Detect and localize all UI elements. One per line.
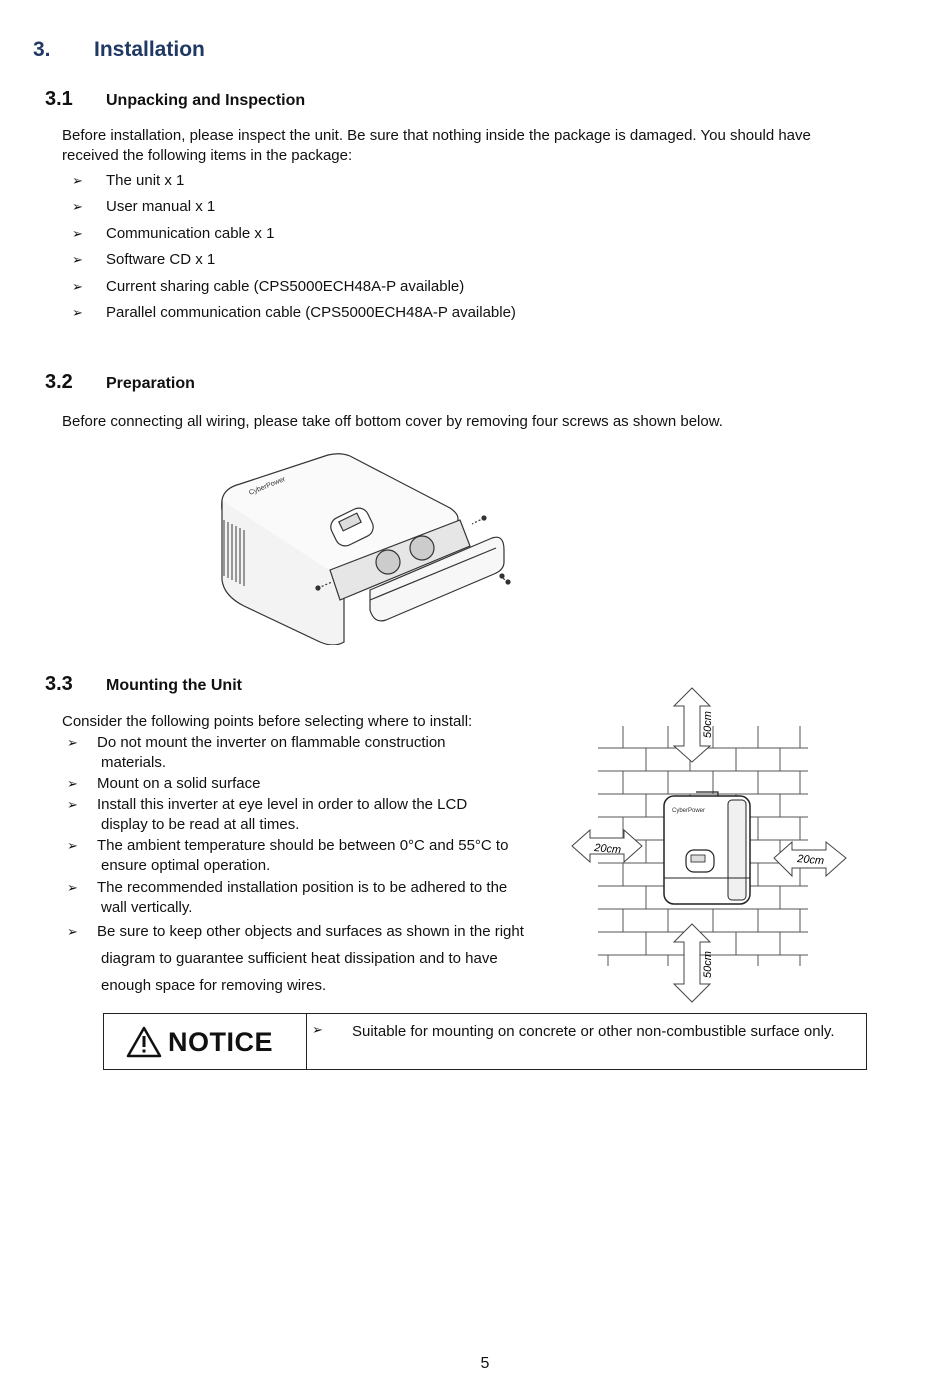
list-item xyxy=(72,250,772,270)
list-item-text: materials. xyxy=(101,754,167,771)
svg-text:CyberPower: CyberPower xyxy=(672,808,706,814)
bullet-arrow-icon: ➢ xyxy=(67,880,78,895)
unpacking-intro-line2: received the following items in the package: xyxy=(62,147,353,164)
section-heading xyxy=(33,38,205,62)
clearance-right-label: 20cm xyxy=(796,853,825,868)
bullet-arrow-icon: ➢ xyxy=(72,305,83,320)
subsection-heading-3-2 xyxy=(45,371,195,394)
list-item xyxy=(67,878,547,918)
bullet-arrow-icon: ➢ xyxy=(72,226,83,241)
bullet-arrow-icon: ➢ xyxy=(67,838,78,853)
list-item-text: The recommended installation position is to be adhered to the xyxy=(97,879,508,896)
section-number: 3. xyxy=(33,38,51,61)
notice-label-cell xyxy=(104,1014,307,1069)
list-item xyxy=(67,795,547,835)
page-number: 5 xyxy=(480,1355,490,1372)
subsection-title: Unpacking and Inspection xyxy=(106,92,306,109)
clearance-top-label: 50cm xyxy=(702,711,714,738)
mounting-intro: Consider the following points before selecting where to install: xyxy=(62,713,473,730)
list-item xyxy=(72,171,772,191)
subsection-number: 3.3 xyxy=(45,673,73,695)
list-item-text: Communication cable x 1 xyxy=(106,225,275,242)
notice-label: NOTICE xyxy=(168,1027,274,1057)
list-item-text: Be sure to keep other objects and surfaces as shown in the right xyxy=(97,923,524,940)
notice-box xyxy=(103,1013,867,1070)
bullet-arrow-icon: ➢ xyxy=(67,776,78,791)
list-item xyxy=(72,224,772,244)
subsection-title: Preparation xyxy=(106,375,195,392)
subsection-number: 3.2 xyxy=(45,371,73,393)
list-item-text: Current sharing cable (CPS5000ECH48A-P available) xyxy=(106,278,465,295)
list-item xyxy=(67,733,547,773)
list-item xyxy=(72,197,772,217)
list-item-text: Parallel communication cable (CPS5000ECH48A-P available) xyxy=(106,304,516,321)
list-item xyxy=(67,774,547,794)
bullet-arrow-icon: ➢ xyxy=(67,797,78,812)
list-item-text: Mount on a solid surface xyxy=(97,775,261,792)
subsection-heading-3-1 xyxy=(45,88,305,111)
subsection-number: 3.1 xyxy=(45,88,73,110)
svg-text:CyberPower: CyberPower xyxy=(248,475,287,497)
list-item xyxy=(67,836,547,876)
list-item xyxy=(67,922,547,992)
bullet-arrow-icon: ➢ xyxy=(72,279,83,294)
list-item-text: wall vertically. xyxy=(101,899,193,916)
list-item-text: Software CD x 1 xyxy=(106,251,216,268)
list-item-text: The ambient temperature should be between 0°C and 55°C to xyxy=(97,837,509,854)
bullet-arrow-icon: ➢ xyxy=(72,199,83,214)
clearance-bottom-label: 50cm xyxy=(702,951,714,978)
list-item-text: Do not mount the inverter on flammable construction xyxy=(97,734,446,751)
bullet-arrow-icon: ➢ xyxy=(67,735,78,750)
list-item xyxy=(72,303,772,323)
section-title: Installation xyxy=(94,38,205,61)
bullet-arrow-icon: ➢ xyxy=(312,1022,323,1037)
unpacking-intro-line1: Before installation, please inspect the unit. Be sure that nothing inside the package is damaged. You should have xyxy=(62,127,811,144)
clearance-left-label: 20cm xyxy=(593,842,622,857)
list-item-text: User manual x 1 xyxy=(106,198,216,215)
preparation-text: Before connecting all wiring, please take off bottom cover by removing four screws as shown below. xyxy=(62,413,723,430)
list-item-text: enough space for removing wires. xyxy=(101,977,327,994)
list-item-text: ensure optimal operation. xyxy=(101,857,271,874)
inverter-cover-removal-illustration xyxy=(210,450,520,645)
mounting-clearance-diagram xyxy=(568,686,850,1004)
list-item-text: display to be read at all times. xyxy=(101,816,300,833)
bullet-arrow-icon: ➢ xyxy=(72,173,83,188)
notice-text: Suitable for mounting on concrete or other non-combustible surface only. xyxy=(352,1023,835,1040)
warning-triangle-icon xyxy=(126,1026,162,1058)
subsection-heading-3-3 xyxy=(45,673,242,696)
list-item-text: Install this inverter at eye level in order to allow the LCD xyxy=(97,796,468,813)
list-item xyxy=(72,277,772,297)
subsection-title: Mounting the Unit xyxy=(106,677,242,694)
bullet-arrow-icon: ➢ xyxy=(67,924,78,939)
list-item-text: diagram to guarantee sufficient heat dissipation and to have xyxy=(101,950,498,967)
bullet-arrow-icon: ➢ xyxy=(72,252,83,267)
list-item-text: The unit x 1 xyxy=(106,172,185,189)
